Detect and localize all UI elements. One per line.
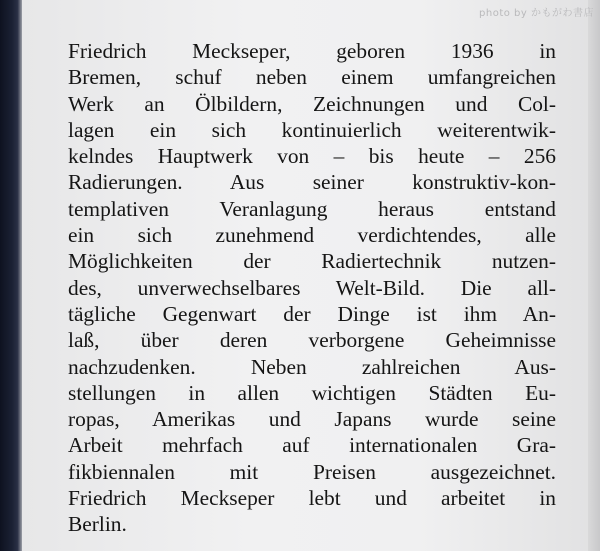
text-line: fikbiennalen mit Preisen ausgezeichnet. bbox=[68, 459, 556, 484]
text-line: templativen Veranlagung heraus entstand bbox=[68, 196, 556, 221]
book-cover-edge bbox=[0, 0, 22, 551]
text-line: laß, über deren verborgene Geheimnisse bbox=[68, 328, 556, 353]
text-line: Berlin. bbox=[68, 512, 127, 537]
text-line: stellungen in allen wichtigen Städten Eu- bbox=[68, 380, 556, 405]
text-line: tägliche Gegenwart der Dinge ist ihm An- bbox=[68, 301, 556, 326]
text-line: ein sich zunehmend verdichtendes, alle bbox=[68, 223, 556, 248]
text-line: Arbeit mehrfach auf internationalen Gra- bbox=[68, 433, 556, 458]
text-line: lagen ein sich kontinuierlich weiterentwik- bbox=[68, 117, 556, 142]
text-line: nachzudenken. Neben zahlreichen Aus- bbox=[68, 354, 556, 379]
biography-text bbox=[68, 38, 556, 538]
page-right-edge bbox=[588, 0, 600, 551]
text-line: ropas, Amerikas und Japans wurde seine bbox=[68, 407, 556, 432]
text-line: Friedrich Meckseper, geboren 1936 in bbox=[68, 39, 556, 63]
text-line: Friedrich Meckseper lebt und arbeitet in bbox=[68, 486, 556, 511]
text-line: kelndes Hauptwerk von – bis heute – 256 bbox=[68, 144, 556, 169]
text-line: Werk an Ölbildern, Zeichnungen und Col- bbox=[68, 91, 556, 116]
photo-watermark: photo by かもがわ書店 bbox=[479, 8, 594, 19]
text-line: Bremen, schuf neben einem umfangreichen bbox=[68, 65, 556, 90]
text-line: Radierungen. Aus seiner konstruktiv-kon- bbox=[68, 170, 556, 195]
text-line: des, unverwechselbares Welt-Bild. Die all- bbox=[68, 275, 556, 300]
text-line: Möglichkeiten der Radiertechnik nutzen- bbox=[68, 249, 556, 274]
